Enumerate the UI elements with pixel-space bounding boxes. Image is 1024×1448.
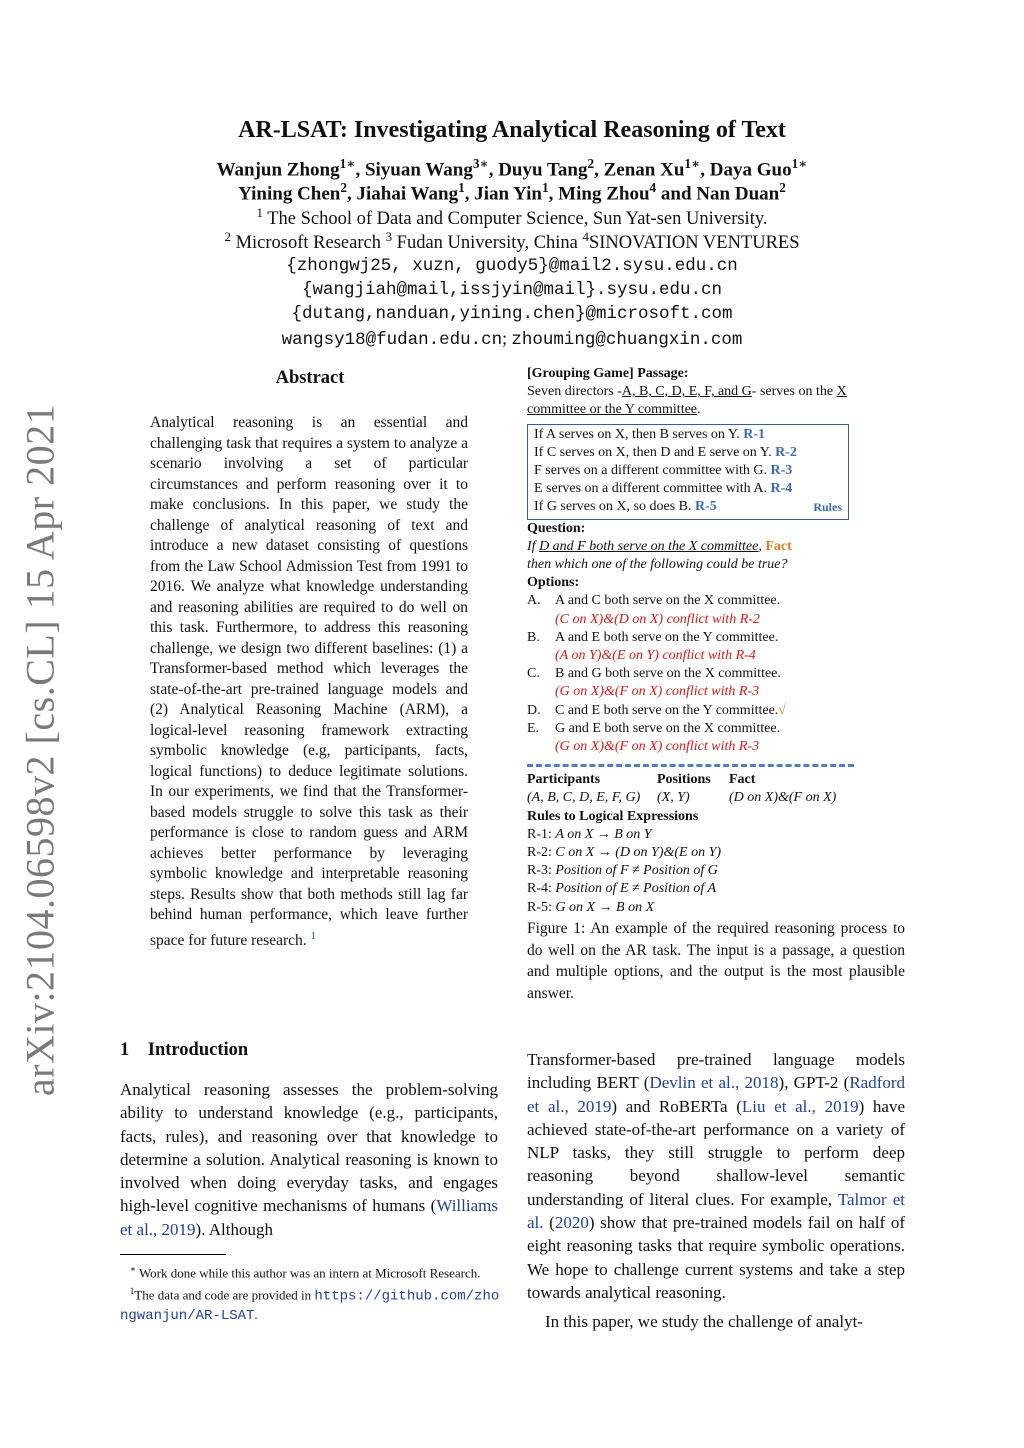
author-sup: 1∗ xyxy=(684,156,701,171)
affil-text: SINOVATION VENTURES xyxy=(588,233,800,254)
affil-text: Microsoft Research xyxy=(230,233,386,254)
body-text: ) have achieved state-of-the-art performance on a variety of NLP tasks, they still struggle to perform deep reasoning beyond shallow-level semantic understanding of literal clues. For example, xyxy=(527,1096,906,1209)
option-letter: B. xyxy=(527,629,540,645)
paper-title: AR-LSAT: Investigating Analytical Reasoning of Text xyxy=(238,117,786,143)
cite-author: Williams et al. xyxy=(120,1196,498,1239)
footnote-link[interactable]: 1 xyxy=(310,929,316,942)
option-c xyxy=(527,665,907,683)
footnote-text: Work done while this author was an intern at Microsoft Research. xyxy=(135,1265,481,1281)
passage-part: - serves on the xyxy=(751,384,837,400)
email-line-1: {zhongwj25, xuzn, guody5}@mail2.sysu.edu.cn xyxy=(286,256,738,276)
author-sup: 2 xyxy=(779,180,786,195)
logic-rule xyxy=(527,826,907,844)
logic-label: R-4: xyxy=(527,881,556,897)
logic-label: R-2: xyxy=(527,845,556,861)
intro-text: Analytical reasoning assesses the problem-solving ability to understand knowledge (e.g., participants, facts, rules), and reasoning over that knowledge to determine a solution. Analytical reasoning is known to involved when doing everyday tasks, and engages high-level cognitive mechanisms of humans ( xyxy=(120,1080,498,1216)
option-letter: E. xyxy=(527,720,540,736)
affil-sup: 1 xyxy=(256,205,263,220)
cite-year: 2018 xyxy=(744,1073,779,1093)
option-c-conflict: (G on X)&(F on X) conflict with R-3 xyxy=(555,684,760,700)
passage-positions: X committee or the Y committee xyxy=(527,384,847,418)
question-part: , xyxy=(758,538,766,554)
table-header xyxy=(527,771,907,789)
citation-link[interactable] xyxy=(649,1073,778,1092)
abstract-body xyxy=(150,413,468,951)
fact-label: Fact xyxy=(765,538,792,554)
question-fact: D and F both serve on the X committee xyxy=(539,538,759,554)
footnote-text: The data and code are provided in xyxy=(134,1287,315,1303)
question-part: If xyxy=(527,538,540,554)
affil-text: The School of Data and Computer Science, Sun Yat-sen University. xyxy=(262,209,768,230)
footnote-1 xyxy=(120,1260,500,1282)
cite-author: Radford et al. xyxy=(527,1073,906,1116)
author-sup: 4 xyxy=(649,180,657,195)
option-a-conflict: (C on X)&(D on X) conflict with R-2 xyxy=(555,611,760,627)
email-address: zhouming@chuangxin.com xyxy=(511,330,743,350)
passage-text xyxy=(527,383,907,419)
email-separator: ; xyxy=(502,328,512,348)
author-sup: 1 xyxy=(542,180,549,195)
rule-tag: R-3 xyxy=(770,463,793,479)
footnotes xyxy=(120,1260,500,1325)
email-address: wangsy18@fudan.edu.cn xyxy=(281,330,503,350)
citation-link[interactable] xyxy=(742,1097,859,1116)
options-heading: Options: xyxy=(527,575,580,591)
affil-sup: 2 xyxy=(224,229,231,244)
footnote-2 xyxy=(120,1282,500,1324)
question-text xyxy=(527,538,907,556)
logic-rule xyxy=(527,844,907,862)
passage-part: Seven directors - xyxy=(527,384,622,400)
cite-sep: ( xyxy=(543,1213,555,1233)
logic-expr: Position of E ≠ Position of A xyxy=(555,881,717,897)
logic-label: R-3: xyxy=(527,863,556,879)
option-d xyxy=(527,702,907,720)
footnote-mark: 1 xyxy=(129,1286,135,1297)
option-text: A and E both serve on the Y committee. xyxy=(555,629,779,645)
body-text: ) show that pre-trained models fail on half of eight reasoning tasks that require symbolic operations. We hope to challenge current systems and take a step towards analytical reasoning. xyxy=(527,1213,905,1302)
cite-sep: , xyxy=(153,1219,162,1239)
option-text: A and C both serve on the X committee. xyxy=(555,593,781,609)
passage-participants: A, B, C, D, E, F, and G xyxy=(621,384,752,400)
option-text: C and E both serve on the Y committee. xyxy=(555,702,779,718)
author-sup: 1∗ xyxy=(791,156,808,171)
affil-sup: 3 xyxy=(385,229,393,244)
author-name: , Ming Zhou xyxy=(548,183,650,205)
affiliation-line-2 xyxy=(0,229,1024,254)
option-a xyxy=(527,592,907,610)
cite-year-link[interactable]: 2020 xyxy=(554,1213,589,1233)
rule-text: F serves on a different committee with G. xyxy=(534,463,771,479)
authors-line-2 xyxy=(0,180,1024,205)
right-column-paragraph xyxy=(527,1048,905,1304)
header-positions: Positions xyxy=(657,772,711,788)
dashed-separator xyxy=(527,764,854,767)
cite-author: Devlin et al. xyxy=(649,1073,736,1093)
author-name: Wanjun Zhong xyxy=(216,159,340,181)
passage-heading: [Grouping Game] Passage: xyxy=(527,366,689,381)
rule-tag: R-1 xyxy=(743,426,765,442)
rule-line xyxy=(534,480,842,498)
rule-text: If A serves on X, then B serves on Y. xyxy=(534,426,744,442)
rule-tag: R-4 xyxy=(770,481,793,497)
cite-sep: , xyxy=(811,1096,825,1116)
option-b xyxy=(527,629,907,647)
header-fact: Fact xyxy=(729,772,756,788)
logic-expr: Position of F ≠ Position of G xyxy=(555,863,718,879)
section-heading-introduction xyxy=(120,1040,248,1061)
cell-fact: (D on X)&(F on X) xyxy=(729,790,837,806)
logic-expr: G on X → B on X xyxy=(555,899,655,915)
affil-text: Fudan University, China xyxy=(392,233,583,254)
cite-author: Talmor et al. xyxy=(527,1189,905,1233)
footnote-rule xyxy=(120,1254,226,1255)
option-e-conflict: (G on X)&(F on X) conflict with R-3 xyxy=(555,739,760,755)
cite-author: Liu et al. xyxy=(741,1096,812,1116)
author-name: , Zenan Xu xyxy=(594,159,685,181)
rule-tag: R-2 xyxy=(775,444,797,460)
option-letter: D. xyxy=(527,702,541,718)
rules-box xyxy=(527,424,849,520)
cell-participants: (A, B, C, D, E, F, G) xyxy=(527,790,641,806)
question-heading: Question: xyxy=(527,520,586,536)
cell-positions: (X, Y) xyxy=(657,790,690,806)
option-text: B and G both serve on the X committee. xyxy=(555,666,781,682)
option-text: G and E both serve on the X committee. xyxy=(555,720,781,736)
rule-text: If C serves on X, then D and E serve on Y. xyxy=(534,444,776,460)
passage-part: . xyxy=(697,402,701,418)
body-text: ) and RoBERTa ( xyxy=(611,1096,742,1116)
author-name: , Jian Yin xyxy=(464,183,543,205)
cite-sep: , xyxy=(564,1096,578,1116)
affil-sup: 4 xyxy=(582,229,589,244)
intro-text: ). Although xyxy=(195,1219,273,1239)
option-letter: A. xyxy=(527,593,541,609)
cite-year: 2019 xyxy=(577,1096,612,1116)
abstract-text: Analytical reasoning is an essential and challenging task that requires a system to analyze a scenario involving a set of particular circumstances and perform reasoning over it to make conclusions. In this paper, we study the challenge of analytical reasoning of text and introduce a new dataset consisting of questions from the Law School Admission Test from 1991 to 2016. We analyze what knowledge understanding and reasoning abilities are required to do well on this task. Furthermore, to address this reasoning challenge, we design two different baselines: (1) a Transformer-based method which leverages the state-of-the-art pre-trained language models and (2) Analytical Reasoning Machine (ARM), a logical-level reasoning framework extracting symbolic knowledge (e.g, participants, facts, logical functions) to deduce legitimate solutions. In our experiments, we find that the Transformer-based models struggle to solve this task as their performance is close to random guess and ARM achieves better performance by leveraging symbolic knowledge and interpretable reasoning steps. Results show that both methods still lag far behind human performance, which leave further space for future research. xyxy=(150,414,468,949)
rule-line xyxy=(534,462,842,480)
question-text-2: then which one of the following could be true? xyxy=(527,557,788,573)
rule-line xyxy=(534,498,842,516)
code-url-link[interactable]: https://github.com/zhongwanjun/AR-LSAT xyxy=(120,1288,500,1324)
rule-line xyxy=(534,426,842,444)
rule-tag: R-5 xyxy=(694,499,717,515)
author-name: , Siyuan Wang xyxy=(355,159,473,181)
option-b-conflict: (A on Y)&(E on Y) conflict with R-4 xyxy=(555,648,756,664)
abstract-heading: Abstract xyxy=(275,368,345,388)
table-row xyxy=(527,789,907,807)
author-sup: 3∗ xyxy=(472,156,489,171)
footnote-text: . xyxy=(254,1306,258,1322)
rules-label: Rules xyxy=(813,500,842,515)
section-number: 1 xyxy=(120,1040,130,1060)
option-e xyxy=(527,720,907,738)
author-name: , Duyu Tang xyxy=(488,159,588,181)
logic-expr: A on X → B on Y xyxy=(555,826,652,842)
rule-text: If G serves on X, so does B. xyxy=(534,499,695,515)
author-name: , Jiahai Wang xyxy=(347,183,459,205)
option-letter: C. xyxy=(527,666,540,682)
body-text: Transformer-based pre-trained language models including BERT ( xyxy=(527,1050,905,1093)
authors-line-1 xyxy=(0,156,1024,181)
author-sup: 1 xyxy=(458,180,465,195)
figure-caption: Figure 1: An example of the required reasoning process to do well on the AR task. The input is a passage, a question and multiple options, and the output is the most plausible answer. xyxy=(527,920,905,1002)
email-line-3: {dutang,nanduan,yining.chen}@microsoft.com xyxy=(291,304,733,324)
logic-expr: C on X → (D on Y)&(E on Y) xyxy=(555,845,722,861)
author-name: and Nan Duan xyxy=(656,183,780,205)
affiliation-line-1 xyxy=(0,205,1024,230)
author-sup: 2 xyxy=(587,156,595,171)
section-title: Introduction xyxy=(147,1040,249,1060)
cite-sep: , xyxy=(735,1073,745,1093)
check-mark-icon: √ xyxy=(778,702,786,718)
cite-year: 2019 xyxy=(824,1096,859,1116)
footnote-mark: ∗ xyxy=(129,1264,136,1274)
cite-year: 2019 xyxy=(161,1219,196,1239)
rule-line xyxy=(534,444,842,462)
arxiv-stamp-text: arXiv:2104.06598v2 [cs.CL] 15 Apr 2021 xyxy=(17,403,63,1097)
author-sup: 1∗ xyxy=(339,156,356,171)
intro-paragraph xyxy=(120,1078,498,1241)
logic-rule xyxy=(527,899,907,917)
author-sup: 2 xyxy=(340,180,348,195)
email-line-2: {wangjiah@mail,issjyin@mail}.sysu.edu.cn xyxy=(301,280,723,300)
figure-1 xyxy=(527,365,907,917)
logic-rule xyxy=(527,880,907,898)
right-column-paragraph-2: In this paper, we study the challenge of analyt- xyxy=(545,1312,863,1331)
rule-text: E serves on a different committee with A. xyxy=(534,481,771,497)
rules-logic-heading: Rules to Logical Expressions xyxy=(527,808,699,824)
author-name: Yining Chen xyxy=(238,183,341,205)
email-line-4 xyxy=(0,328,1024,350)
author-name: , Daya Guo xyxy=(700,159,792,181)
header-participants: Participants xyxy=(527,772,601,788)
logic-rule xyxy=(527,862,907,880)
logic-label: R-5: xyxy=(527,899,556,915)
logic-label: R-1: xyxy=(527,826,556,842)
body-text: ), GPT-2 ( xyxy=(778,1073,850,1093)
